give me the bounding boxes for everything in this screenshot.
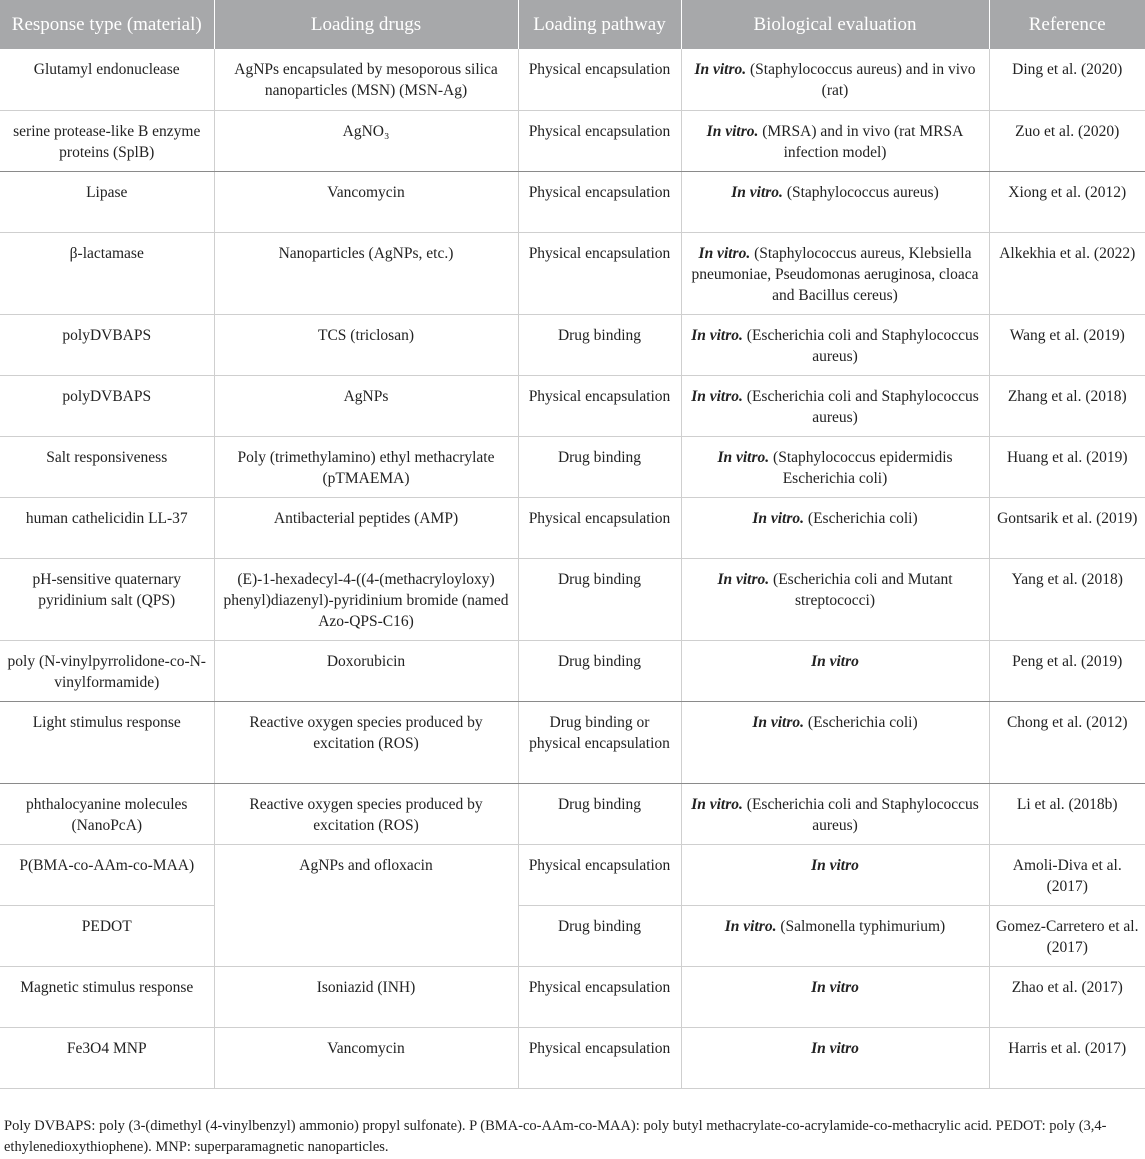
cell-biological-evaluation xyxy=(681,49,989,110)
cell-loading-pathway: Drug binding xyxy=(518,640,681,701)
table-row xyxy=(0,905,1145,966)
table-row xyxy=(0,436,1145,497)
header-reference: Reference xyxy=(989,0,1145,49)
cell-response-type: Salt responsiveness xyxy=(0,436,214,497)
evaluation-label: In vitro xyxy=(811,978,859,996)
cell-loading-drugs: Vancomycin xyxy=(214,171,518,232)
cell-loading-drugs: TCS (triclosan) xyxy=(214,314,518,375)
cell-loading-drugs: AgNPs and ofloxacin xyxy=(214,844,518,966)
evaluation-detail: (Escherichia coli and Mutant streptococci) xyxy=(769,570,953,609)
cell-reference: Alkekhia et al. (2022) xyxy=(989,232,1145,314)
cell-biological-evaluation xyxy=(681,375,989,436)
cell-biological-evaluation xyxy=(681,497,989,558)
table-row xyxy=(0,49,1145,110)
header-loading-pathway: Loading pathway xyxy=(518,0,681,49)
cell-biological-evaluation xyxy=(681,171,989,232)
cell-reference: Zhang et al. (2018) xyxy=(989,375,1145,436)
cell-loading-drugs: Doxorubicin xyxy=(214,640,518,701)
cell-loading-drugs: AgNPs encapsulated by mesoporous silica nanoparticles (MSN) (MSN-Ag) xyxy=(214,49,518,110)
table-row xyxy=(0,1027,1145,1088)
cell-loading-drugs: AgNPs xyxy=(214,375,518,436)
cell-loading-drugs: Isoniazid (INH) xyxy=(214,966,518,1027)
evaluation-label: In vitro. xyxy=(724,917,777,935)
cell-biological-evaluation xyxy=(681,436,989,497)
cell-loading-pathway: Physical encapsulation xyxy=(518,49,681,110)
cell-response-type: poly (N-vinylpyrrolidone-co-N-vinylformamide) xyxy=(0,640,214,701)
cell-response-type: human cathelicidin LL-37 xyxy=(0,497,214,558)
evaluation-detail: (Escherichia coli and Staphylococcus aureus) xyxy=(742,387,979,426)
table-row xyxy=(0,232,1145,314)
cell-loading-drugs: Antibacterial peptides (AMP) xyxy=(214,497,518,558)
evaluation-label: In vitro. xyxy=(691,387,743,405)
evaluation-label: In vitro. xyxy=(717,570,770,588)
cell-loading-pathway: Drug binding xyxy=(518,314,681,375)
table-row xyxy=(0,497,1145,558)
cell-reference: Yang et al. (2018) xyxy=(989,558,1145,640)
evaluation-detail: (Salmonella typhimurium) xyxy=(776,917,946,935)
cell-biological-evaluation xyxy=(681,640,989,701)
cell-biological-evaluation xyxy=(681,110,989,171)
cell-reference: Gomez-Carretero et al. (2017) xyxy=(989,905,1145,966)
evaluation-label: In vitro. xyxy=(717,448,770,466)
table-row xyxy=(0,171,1145,232)
table-row xyxy=(0,314,1145,375)
table-row xyxy=(0,640,1145,701)
cell-reference: Harris et al. (2017) xyxy=(989,1027,1145,1088)
evaluation-label: In vitro xyxy=(811,1039,859,1057)
cell-loading-drugs: Reactive oxygen species produced by excitation (ROS) xyxy=(214,701,518,783)
cell-response-type: Fe3O4 MNP xyxy=(0,1027,214,1088)
cell-reference: Wang et al. (2019) xyxy=(989,314,1145,375)
table-footnote: Poly DVBAPS: poly (3-(dimethyl (4-vinylbenzyl) ammonio) propyl sulfonate). P (BMA-co-AAm-co-MAA): poly butyl methacrylate-co-acrylamide-co-methacrylic acid. PEDOT: poly (3,4-ethylenedioxythiophene). MNP: superparamagnetic nanoparticles. xyxy=(4,1118,1107,1155)
table-row xyxy=(0,701,1145,783)
table-body xyxy=(0,49,1145,1088)
cell-loading-drugs: Vancomycin xyxy=(214,1027,518,1088)
cell-loading-pathway: Physical encapsulation xyxy=(518,1027,681,1088)
evaluation-detail: (Escherichia coli) xyxy=(804,713,918,731)
cell-loading-pathway: Drug binding xyxy=(518,436,681,497)
cell-reference: Zuo et al. (2020) xyxy=(989,110,1145,171)
cell-loading-drugs: Poly (trimethylamino) ethyl methacrylate (pTMAEMA) xyxy=(214,436,518,497)
cell-loading-pathway: Physical encapsulation xyxy=(518,171,681,232)
header-biological-evaluation: Biological evaluation xyxy=(681,0,989,49)
cell-response-type: Magnetic stimulus response xyxy=(0,966,214,1027)
evaluation-label: In vitro. xyxy=(698,244,751,262)
header-response-type: Response type (material) xyxy=(0,0,214,49)
cell-loading-pathway: Drug binding xyxy=(518,558,681,640)
cell-loading-pathway: Drug binding or physical encapsulation xyxy=(518,701,681,783)
evaluation-label: In vitro. xyxy=(694,61,747,78)
table-row xyxy=(0,844,1145,905)
cell-response-type: pH-sensitive quaternary pyridinium salt (QPS) xyxy=(0,558,214,640)
cell-response-type: Light stimulus response xyxy=(0,701,214,783)
evaluation-label: In vitro. xyxy=(752,713,805,731)
cell-biological-evaluation xyxy=(681,905,989,966)
cell-reference: Amoli-Diva et al. (2017) xyxy=(989,844,1145,905)
cell-response-type: serine protease-like B enzyme proteins (SplB) xyxy=(0,110,214,171)
cell-response-type: PEDOT xyxy=(0,905,214,966)
cell-loading-drugs: Nanoparticles (AgNPs, etc.) xyxy=(214,232,518,314)
evaluation-label: In vitro. xyxy=(706,122,759,140)
cell-loading-drugs: Reactive oxygen species produced by excitation (ROS) xyxy=(214,783,518,844)
evaluation-label: In vitro. xyxy=(731,183,783,201)
cell-loading-pathway: Drug binding xyxy=(518,783,681,844)
cell-response-type: polyDVBAPS xyxy=(0,375,214,436)
header-loading-drugs: Loading drugs xyxy=(214,0,518,49)
evaluation-detail: (Staphylococcus aureus) xyxy=(782,183,939,201)
cell-response-type: P(BMA-co-AAm-co-MAA) xyxy=(0,844,214,905)
cell-loading-pathway: Physical encapsulation xyxy=(518,375,681,436)
evaluation-detail: (Escherichia coli and Staphylococcus aureus) xyxy=(742,326,979,365)
cell-response-type: polyDVBAPS xyxy=(0,314,214,375)
table-row xyxy=(0,110,1145,171)
cell-biological-evaluation xyxy=(681,844,989,905)
cell-response-type: β-lactamase xyxy=(0,232,214,314)
evaluation-label: In vitro xyxy=(811,856,859,874)
cell-biological-evaluation xyxy=(681,701,989,783)
table-row xyxy=(0,783,1145,844)
cell-reference: Gontsarik et al. (2019) xyxy=(989,497,1145,558)
cell-loading-pathway: Physical encapsulation xyxy=(518,497,681,558)
evaluation-label: In vitro. xyxy=(691,326,743,344)
evaluation-label: In vitro xyxy=(811,652,859,670)
cell-reference: Ding et al. (2020) xyxy=(989,49,1145,110)
cell-biological-evaluation xyxy=(681,1027,989,1088)
evaluation-detail: (MRSA) and in vivo (rat MRSA infection model) xyxy=(758,122,964,161)
cell-reference: Xiong et al. (2012) xyxy=(989,171,1145,232)
cell-reference: Li et al. (2018b) xyxy=(989,783,1145,844)
cell-reference: Zhao et al. (2017) xyxy=(989,966,1145,1027)
cell-biological-evaluation xyxy=(681,314,989,375)
evaluation-detail: (Escherichia coli and Staphylococcus aureus) xyxy=(742,795,979,834)
evaluation-label: In vitro. xyxy=(752,509,805,527)
cell-loading-pathway: Physical encapsulation xyxy=(518,232,681,314)
cell-response-type: phthalocyanine molecules (NanoPcA) xyxy=(0,783,214,844)
table-row xyxy=(0,558,1145,640)
cell-loading-drugs: (E)-1-hexadecyl-4-((4-(methacryloyloxy) phenyl)diazenyl)-pyridinium bromide (named Azo-QPS-C16) xyxy=(214,558,518,640)
table-row xyxy=(0,375,1145,436)
cell-reference: Peng et al. (2019) xyxy=(989,640,1145,701)
table-header xyxy=(0,0,1145,49)
cell-reference: Huang et al. (2019) xyxy=(989,436,1145,497)
cell-loading-pathway: Physical encapsulation xyxy=(518,844,681,905)
table-row xyxy=(0,966,1145,1027)
evaluation-detail: (Staphylococcus aureus) and in vivo (rat) xyxy=(746,61,976,99)
evaluation-detail: (Staphylococcus epidermidis Escherichia coli) xyxy=(769,448,953,487)
evaluation-detail: (Staphylococcus aureus, Klebsiella pneumoniae, Pseudomonas aeruginosa, cloaca and Bacillus cereus) xyxy=(691,244,979,304)
cell-loading-pathway: Physical encapsulation xyxy=(518,110,681,171)
evaluation-label: In vitro. xyxy=(691,795,743,813)
cell-loading-pathway: Drug binding xyxy=(518,905,681,966)
cell-loading-pathway: Physical encapsulation xyxy=(518,966,681,1027)
cell-biological-evaluation xyxy=(681,783,989,844)
evaluation-detail: (Escherichia coli) xyxy=(804,509,918,527)
cell-reference: Chong et al. (2012) xyxy=(989,701,1145,783)
cell-biological-evaluation xyxy=(681,966,989,1027)
cell-biological-evaluation xyxy=(681,232,989,314)
cell-biological-evaluation xyxy=(681,558,989,640)
cell-response-type: Lipase xyxy=(0,171,214,232)
cell-loading-drugs: AgNO₃ xyxy=(214,110,518,171)
cell-response-type: Glutamyl endonuclease xyxy=(0,49,214,110)
